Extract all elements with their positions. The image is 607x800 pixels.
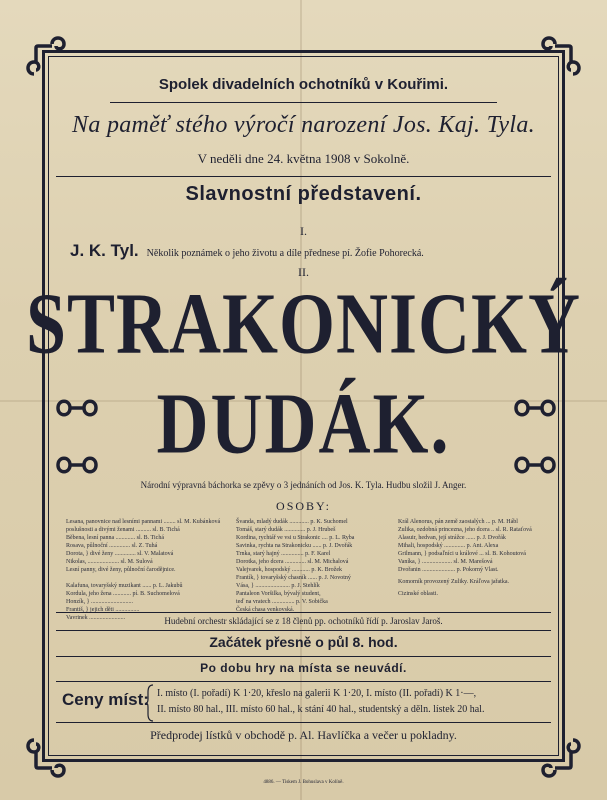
cast-entry: Mihali, hospodský .............. p. Ant. Alexa [398, 543, 499, 549]
cast-entry: teď na vratech ............... p. V. Sobička [236, 599, 328, 605]
play-title-line1: STRAKONICKÝ [25, 275, 582, 372]
cast-entry: Grilmann, } podsaľníci u králové ... sl. B. Kohoutová [398, 551, 526, 557]
divider [56, 176, 551, 177]
divider [56, 656, 551, 657]
part1-block [70, 241, 550, 261]
cast-entry: Zulika, ozdobná princezna, jeho dcera .. sl. R. Rataťová [398, 527, 532, 533]
cast-entry: Král Alenorus, pán země zaostalých ... p. M. Hábl [398, 519, 518, 525]
prices-line1: I. místo (I. pořadí) K 1·20, křeslo na galerii K 1·20, I. místo (II. pořadí) K 1·—, [157, 688, 477, 699]
cast-entry: Vása, } ....................... p. J. Stehlík [236, 583, 320, 589]
divider [56, 722, 551, 723]
part1-numeral: I. [300, 224, 307, 238]
cast-entry: Lesní panny, divé ženy, půlnoční čarodějnice. [66, 567, 176, 573]
part2-numeral: II. [298, 265, 309, 279]
start-time: Začátek přesně o půl 8. hod. [209, 634, 398, 650]
cast-entry: Česká chasa venkovská. [236, 607, 295, 613]
part1-author: J. K. Tyl. [70, 241, 139, 260]
cast-entry: Alasuir, hedvan, její strážce ...... p. J. Dvořák [398, 535, 506, 541]
cast-entry: Pantaleon Voršilka, bývalý student, [236, 591, 321, 597]
cast-entry: Nikolas, ..................... sl. M. Sulová [66, 559, 153, 565]
performance-title: Slavnostní představení. [185, 183, 422, 205]
cast-entry: Kordina, rychtář ve vsi u Strakonic .... p. L. Ryba [236, 535, 355, 541]
cast-entry: Vaníka, } .................... sl. M. Marešová [398, 559, 493, 565]
brace-icon [146, 684, 154, 722]
cast-entry: poslušnosti a divými ženami .......... sl. B. Tichá [66, 527, 180, 533]
play-title-line2: DUDÁK. [156, 375, 451, 472]
cast-entry: Vavrinek ........................ [66, 615, 126, 621]
cast-entry: Dorota, } divé ženy .............. sl. V. Malatová [66, 551, 174, 557]
divider [110, 102, 497, 103]
cast-entry: Švanda, mladý dudák ............. p. K. Suchomel [236, 519, 348, 525]
cast-entry: Honzík, } ............................ [66, 599, 134, 605]
cast-entry: Dorotka, jeho dcera .............. sl. M. Michalová [236, 559, 349, 565]
divider [56, 612, 551, 613]
cast-entry: Běbena, lesní panna ............. sl. B. Tichá [66, 535, 164, 541]
cast-entry: Kordula, jeho žena ............ pí. B. Suchomelová [66, 591, 180, 597]
date-line: V neděli dne 24. května 1908 v Sokolně. [197, 151, 410, 166]
prices-line2: II. místo 80 hal., III. místo 60 hal., k stání 40 hal., studentský a děln. lístek 20 hal. [157, 704, 485, 715]
cast-entry: Františ, } jejich děti ................ [66, 607, 140, 613]
no-entry-notice: Po dobu hry na místa se neuvádí. [200, 661, 407, 675]
cast-entry: Valejvarek, hospodský ............ p. K. Brožek [236, 567, 342, 573]
cast-entry: Kalafuna, tovaryšský muzikant ...... p. L. Jakubů [66, 583, 183, 589]
cast-heading: OSOBY: [276, 499, 331, 513]
cast-entry: Komorník provozený Zuliky. Kráľova jařatka. [398, 579, 510, 585]
memorial-line: Na paměť stého výročí narození Jos. Kaj. Tyla. [72, 112, 535, 138]
prices-label: Ceny míst: [62, 690, 149, 709]
cast-entry: Lesana, panovnice nad lesními pannami ........ sl. M. Kubánková [66, 519, 221, 525]
cast-entry: Savinka, rychta na Strakonicku ...... p. J. Dvořák [236, 543, 353, 549]
printer-imprint: 4886. — Tiskem J. Bohuslava v Kolíně. [263, 780, 344, 785]
orchestra-line: Hudební orchestr skládající se z 18 členů pp. ochotníků řídí p. Jaroslav Jaroš. [164, 616, 443, 626]
cast-entry: Trnka, starý hajný ............... p. F. Karel [236, 551, 331, 557]
play-subtitle: Národní výpravná báchorka se zpěvy o 3 jednáních od Jos. K. Tyla. Hudbu složil J. Anger. [140, 480, 467, 490]
presale-line: Předprodej lístků v obchodě p. Al. Havlíčka a večer u pokladny. [150, 728, 457, 742]
divider [56, 630, 551, 631]
part1-text: Několik poznámek o jeho životu a díle přednese pí. Žofie Pohorecká. [146, 248, 424, 259]
cast-entry: Tomáš, starý dudák .............. p. J. Hrubeš [236, 527, 336, 533]
cast-entry: Rosava, půlnoční .............. sl. Z. Tuhá [66, 543, 158, 549]
cast-entry: Cizinské oblasti. [398, 591, 438, 597]
cast-entry: Frantík, } tovaryšský chasník ...... p. J. Novotný [236, 575, 351, 581]
society-name: Spolek divadelních ochotníků v Kouřimi. [158, 76, 449, 93]
divider [56, 681, 551, 682]
cast-entry: Dvořanin ...................... p. Pokorný Vlast. [398, 567, 499, 573]
